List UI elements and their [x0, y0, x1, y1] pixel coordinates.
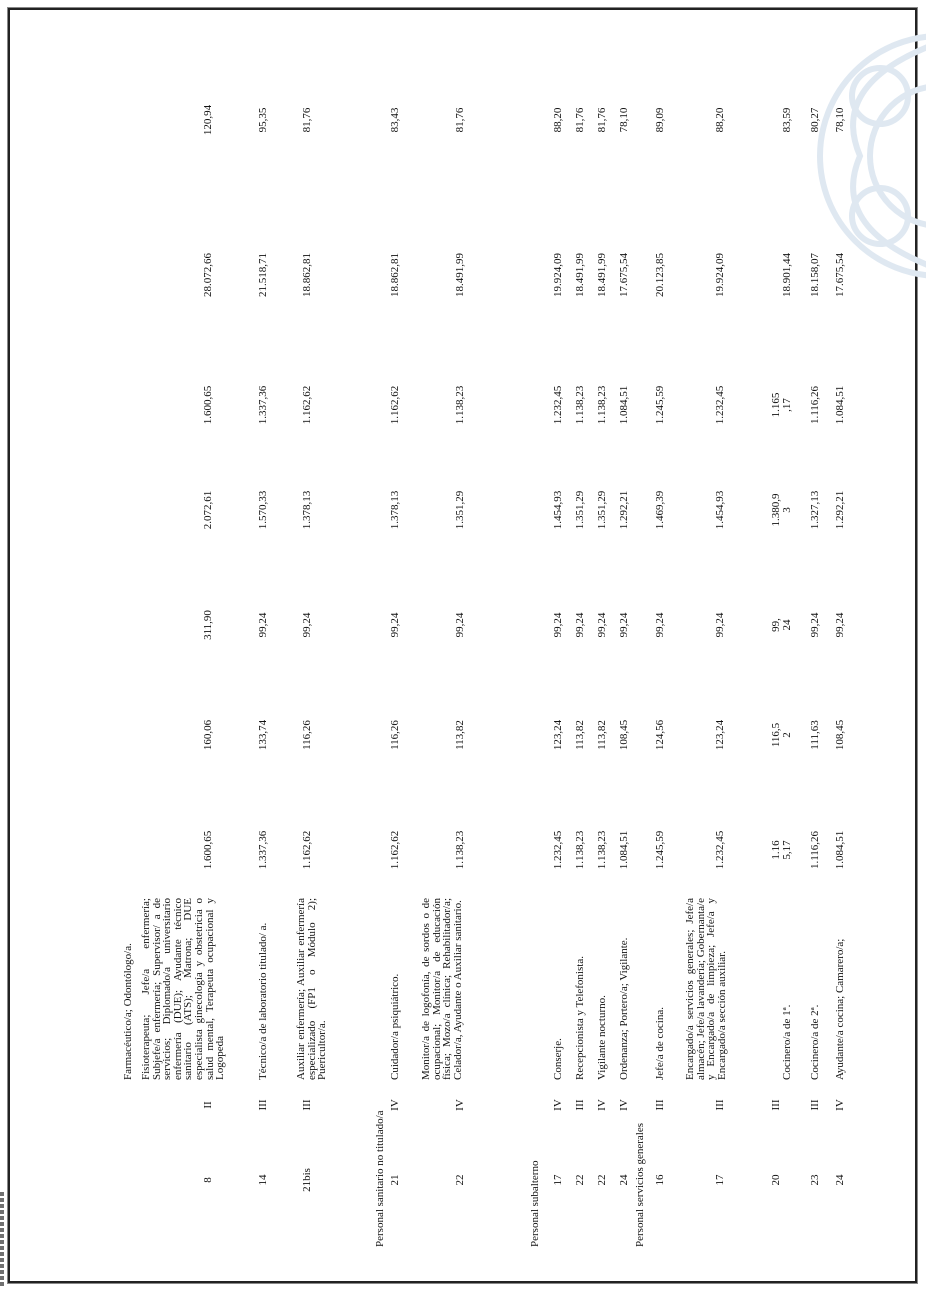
row-description: Recepcionista y Telefonista. — [574, 956, 586, 1080]
row-value: 123,24 — [552, 719, 564, 751]
row-description: Jefe/a de cocina. — [654, 1007, 666, 1080]
row-value: 99, 24 — [770, 618, 793, 632]
row-description: Encargado/a servicios generales; Jefe/a almacén; Jefe/a lavandería; Gobernanta/e y Encargado/a de limpieza; Jefe/a y Encargado/a sección auxiliar. — [684, 898, 728, 1080]
row-group: IV — [552, 1099, 564, 1111]
row-value: 1.245,59 — [654, 385, 666, 425]
row-code: 22 — [454, 1174, 466, 1186]
row-value: 1.138,23 — [454, 385, 466, 425]
row-value: 1.232,45 — [714, 830, 726, 870]
row-value: 18.862,81 — [389, 253, 401, 297]
row-code: 21bis — [301, 1168, 313, 1192]
row-value: 99,24 — [574, 612, 586, 638]
row-value: 1.232,45 — [714, 385, 726, 425]
row-value: 1.138,23 — [596, 830, 608, 870]
row-value: 19.924,09 — [552, 253, 564, 297]
row-value: 1.138,23 — [596, 385, 608, 425]
row-group: III — [257, 1099, 269, 1111]
row-group: III — [809, 1099, 821, 1111]
row-group: IV — [618, 1099, 630, 1111]
row-code: 21 — [389, 1174, 401, 1186]
row-value: 18.491,99 — [596, 253, 608, 297]
row-code: 24 — [618, 1174, 630, 1186]
row-code: 20 — [770, 1174, 782, 1186]
row-value: 1.469,39 — [654, 490, 666, 530]
section-heading: Personal sanitario no titulado/a — [374, 1110, 386, 1247]
section-heading: Personal servicios generales — [634, 1122, 646, 1247]
row-value: 1.380,9 3 — [770, 493, 793, 527]
row-value: 108,45 — [834, 719, 846, 751]
row-value: 1.138,23 — [574, 830, 586, 870]
row-value: 1.327,13 — [809, 490, 821, 530]
row-value: 17.675,54 — [618, 253, 630, 297]
row-value: 1.570,33 — [257, 490, 269, 530]
row-value: 1.116,26 — [809, 385, 821, 425]
row-value: 19.924,09 — [714, 253, 726, 297]
row-value: 123,24 — [714, 719, 726, 751]
row-code: 16 — [654, 1174, 666, 1186]
row-value: 88,20 — [552, 107, 564, 133]
row-value: 83,59 — [780, 107, 793, 133]
row-group: IV — [389, 1099, 401, 1111]
row-value: 2.072,61 — [202, 490, 214, 530]
row-value: 113,82 — [574, 720, 586, 750]
row-value: 99,24 — [454, 612, 466, 638]
row-group: IV — [454, 1099, 466, 1111]
row-value: 1.292,21 — [618, 490, 630, 530]
row-value: 1.084,51 — [618, 830, 630, 870]
row-value: 18.491,99 — [454, 253, 466, 297]
row-value: 1.138,23 — [454, 830, 466, 870]
row-code: 22 — [574, 1174, 586, 1186]
row-value: 1.245,59 — [654, 830, 666, 870]
row-value: 116,26 — [301, 720, 313, 750]
row-value: 1.454,93 — [552, 490, 564, 530]
row-code: 22 — [596, 1174, 608, 1186]
row-value: 133,74 — [257, 719, 269, 751]
row-value: 18.158,07 — [809, 253, 821, 297]
row-description: Cocinero/a de 2ª. — [809, 1004, 821, 1080]
row-value: 1.162,62 — [389, 385, 401, 425]
row-value: 1.162,62 — [301, 385, 313, 425]
row-group: III — [301, 1099, 313, 1111]
row-value: 28.072,66 — [202, 253, 214, 297]
row-value: 20.123,85 — [654, 253, 666, 297]
row-description: Monitor/a de logofonía, de sordos o de ocupacional; Monitor/a de educación física; Mozo/a clínica; Rehabilitador/a; Celador/a, Ayudante o Auxiliar sanitario. — [420, 898, 464, 1080]
row-code: 23 — [809, 1174, 821, 1186]
row-value: 1.084,51 — [618, 385, 630, 425]
row-value: 113,82 — [454, 720, 466, 750]
row-value: 1.337,36 — [257, 830, 269, 870]
watermark-logo-icon — [740, 6, 926, 306]
row-description: Auxiliar enfermería; Auxiliar enfermería especializado (FP1 o Módulo 2); Puericultor/a. — [295, 898, 329, 1080]
row-value: 116,26 — [389, 720, 401, 750]
section-heading: Personal subalterno — [529, 1160, 541, 1247]
row-description: Ayudante/a cocina; Camarero/a; — [834, 938, 846, 1080]
row-value: 81,76 — [574, 107, 586, 133]
row-code: 8 — [202, 1177, 214, 1183]
row-value: 78,10 — [834, 107, 846, 133]
row-value: 1.138,23 — [574, 385, 586, 425]
row-value: 311,90 — [202, 610, 214, 640]
row-value: 17.675,54 — [834, 253, 846, 297]
row-group: III — [654, 1099, 666, 1111]
row-group: IV — [834, 1099, 846, 1111]
row-value: 95,35 — [257, 107, 269, 133]
row-value: 18.862,81 — [301, 253, 313, 297]
row-value: 1.600,65 — [202, 385, 214, 425]
row-code: 24 — [834, 1174, 846, 1186]
row-value: 99,24 — [389, 612, 401, 638]
row-description: Cocinero/a de 1ª. — [781, 1004, 793, 1080]
row-value: 1.378,13 — [301, 490, 313, 530]
row-value: 113,82 — [596, 720, 608, 750]
row-value: 81,76 — [454, 107, 466, 133]
row-value: 1.16 5,17 — [770, 840, 793, 860]
row-description: Cuidador/a psiquiátrico. — [389, 973, 401, 1080]
row-value: 18.901,44 — [780, 253, 793, 297]
row-value: 116,5 2 — [770, 722, 793, 748]
row-value: 1.600,65 — [202, 830, 214, 870]
row-value: 99,24 — [552, 612, 564, 638]
row-value: 80,27 — [809, 107, 821, 133]
row-code: 17 — [714, 1174, 726, 1186]
row-value: 99,24 — [257, 612, 269, 638]
row-value: 120,94 — [202, 104, 214, 136]
row-value: 18.491,99 — [574, 253, 586, 297]
row-value: 1.378,13 — [389, 490, 401, 530]
row-value: 160,06 — [202, 719, 214, 751]
row-value: 1.351,29 — [596, 490, 608, 530]
continuation-description: Farmacéutico/a; Odontólogo/a. — [122, 943, 134, 1080]
row-value: 124,56 — [654, 719, 666, 751]
row-code: 14 — [257, 1174, 269, 1186]
row-value: 1.116,26 — [809, 830, 821, 870]
row-group: III — [770, 1099, 782, 1111]
row-code: 17 — [552, 1174, 564, 1186]
row-group: III — [714, 1099, 726, 1111]
row-value: 78,10 — [618, 107, 630, 133]
row-value: 99,24 — [596, 612, 608, 638]
row-value: 1.162,62 — [301, 830, 313, 870]
row-description: Técnico/a de laboratorio titulado/ a. — [257, 922, 269, 1080]
row-description: Vigilante nocturno. — [596, 995, 608, 1080]
row-value: 1.351,29 — [574, 490, 586, 530]
row-value: 1.084,51 — [834, 385, 846, 425]
row-value: 1.351,29 — [454, 490, 466, 530]
row-group: II — [202, 1101, 214, 1109]
row-value: 1.337,36 — [257, 385, 269, 425]
row-value: 88,20 — [714, 107, 726, 133]
row-value: 1.292,21 — [834, 490, 846, 530]
row-description: Fisioterapeuta; Jefe/a enfermería; Subjefe/a enfermería; Supervisor/ a de servicios; Diplomado/a universitario enfermería (DUE); Ayudante técnico sanitario (ATS); Matrona; DUE especialista ginecología y obstetricia o salud mental, Terapeuta ocupacional y Logopeda — [140, 898, 227, 1080]
row-value: 111,63 — [809, 720, 821, 750]
row-value: 99,24 — [301, 612, 313, 638]
row-value: 1.454,93 — [714, 490, 726, 530]
row-value: 83,43 — [389, 107, 401, 133]
row-value: 81,76 — [596, 107, 608, 133]
cropped-header — [0, 1191, 4, 1286]
row-value: 81,76 — [301, 107, 313, 133]
row-value: 99,24 — [618, 612, 630, 638]
row-value: 1.165 ,17 — [770, 392, 793, 418]
row-value: 99,24 — [834, 612, 846, 638]
row-value: 99,24 — [654, 612, 666, 638]
row-value: 1.084,51 — [834, 830, 846, 870]
row-value: 89,09 — [654, 107, 666, 133]
row-value: 99,24 — [809, 612, 821, 638]
row-description: Ordenanza; Portero/a; Vigilante. — [618, 937, 630, 1080]
row-value: 108,45 — [618, 719, 630, 751]
row-group: III — [574, 1099, 586, 1111]
row-value: 1.232,45 — [552, 830, 564, 870]
row-description: Conserje. — [552, 1038, 564, 1080]
row-value: 1.232,45 — [552, 385, 564, 425]
row-value: 21.518,71 — [257, 253, 269, 297]
row-value: 1.162,62 — [389, 830, 401, 870]
row-group: IV — [596, 1099, 608, 1111]
row-value: 99,24 — [714, 612, 726, 638]
